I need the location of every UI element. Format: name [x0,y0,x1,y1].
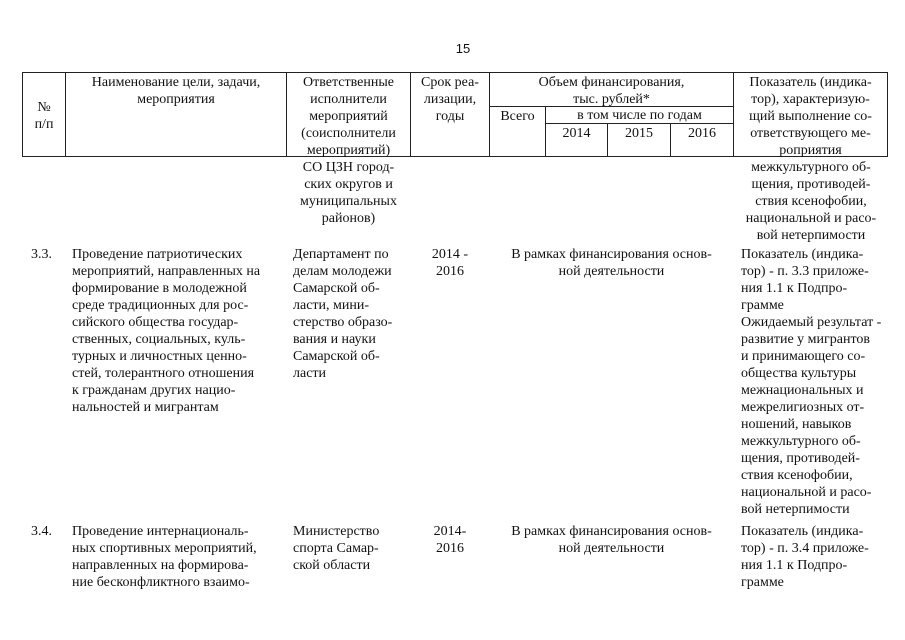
header-total: Всего [500,109,535,124]
row-indicator: Показатель (индика- тор) - п. 3.3 приложе- ния 1.1 к Подпро- грамме Ожидаемый результат - развитие у мигрантов и принимающего со- общества культуры межнациональных и межрелигиозных от- ношений, навыков межкультурного об- щения, противодей- ствия ксенофобии, национальной и расо- вой нетерпимости [741,247,882,517]
header-num-line: п/п [34,117,54,132]
header-num [23,99,65,133]
header-indicator: Показатель (индика- тор), характеризую- щий выполнение со- ответствующего ме- роприятия [749,75,872,158]
row-funding: В рамках финансирования основ- ной деятельности [511,247,712,279]
row-term: 2014- 2016 [433,524,467,556]
row-name: Проведение патриотических мероприятий, направленных на формирование в молодежной среде традиционных для рос- сийского общества государ- ственных, социальных, куль- турных и личностных ценно- стей, толерантного отношения к гражданам других нацио- нальностей и мигрантам [72,247,261,415]
col-border-right [887,72,888,157]
row-indicator: Показатель (индика- тор) - п. 3.4 приложе- ния 1.1 к Подпро- грамме [741,524,869,590]
header-top-border [22,72,888,73]
header-year-2014: 2014 [562,126,591,141]
row-executors: Министерство спорта Самар- ской области [293,524,380,573]
header-year-2016: 2016 [688,126,716,141]
row-term: 2014 - 2016 [431,247,469,279]
header-term: Срок реа- лизации, годы [421,75,479,124]
row-num: 3.3. [31,247,52,262]
header-name: Наименование цели, задачи, мероприятия [91,75,261,107]
row-funding: В рамках финансирования основ- ной деятельности [511,524,712,556]
row-executors: Департамент по делам молодежи Самарской об- ласти, мини- стерство образо- вания и науки Самарской об- ласти [293,247,393,381]
header-funding: Объем финансирования, тыс. рублей* [538,75,685,107]
row-num: 3.4. [31,524,52,539]
page-number: 15 [455,41,471,56]
carry-executors: СО ЦЗН город- ских округов и муниципальных районов) [300,160,397,226]
header-year-2015: 2015 [625,126,653,141]
row-name: Проведение интернациональ- ных спортивных мероприятий, направленных на формирова- ние бесконфликтного взаимо- [72,524,257,590]
header-num-line: № [37,100,51,115]
header-executors: Ответственные исполнители мероприятий (соисполнители мероприятий) [301,75,396,158]
header-by-years: в том числе по годам [577,108,702,123]
carry-indicator: межкультурного об- щения, противодей- ствия ксенофобии, национальной и расо- вой нетерпимости [745,160,877,243]
